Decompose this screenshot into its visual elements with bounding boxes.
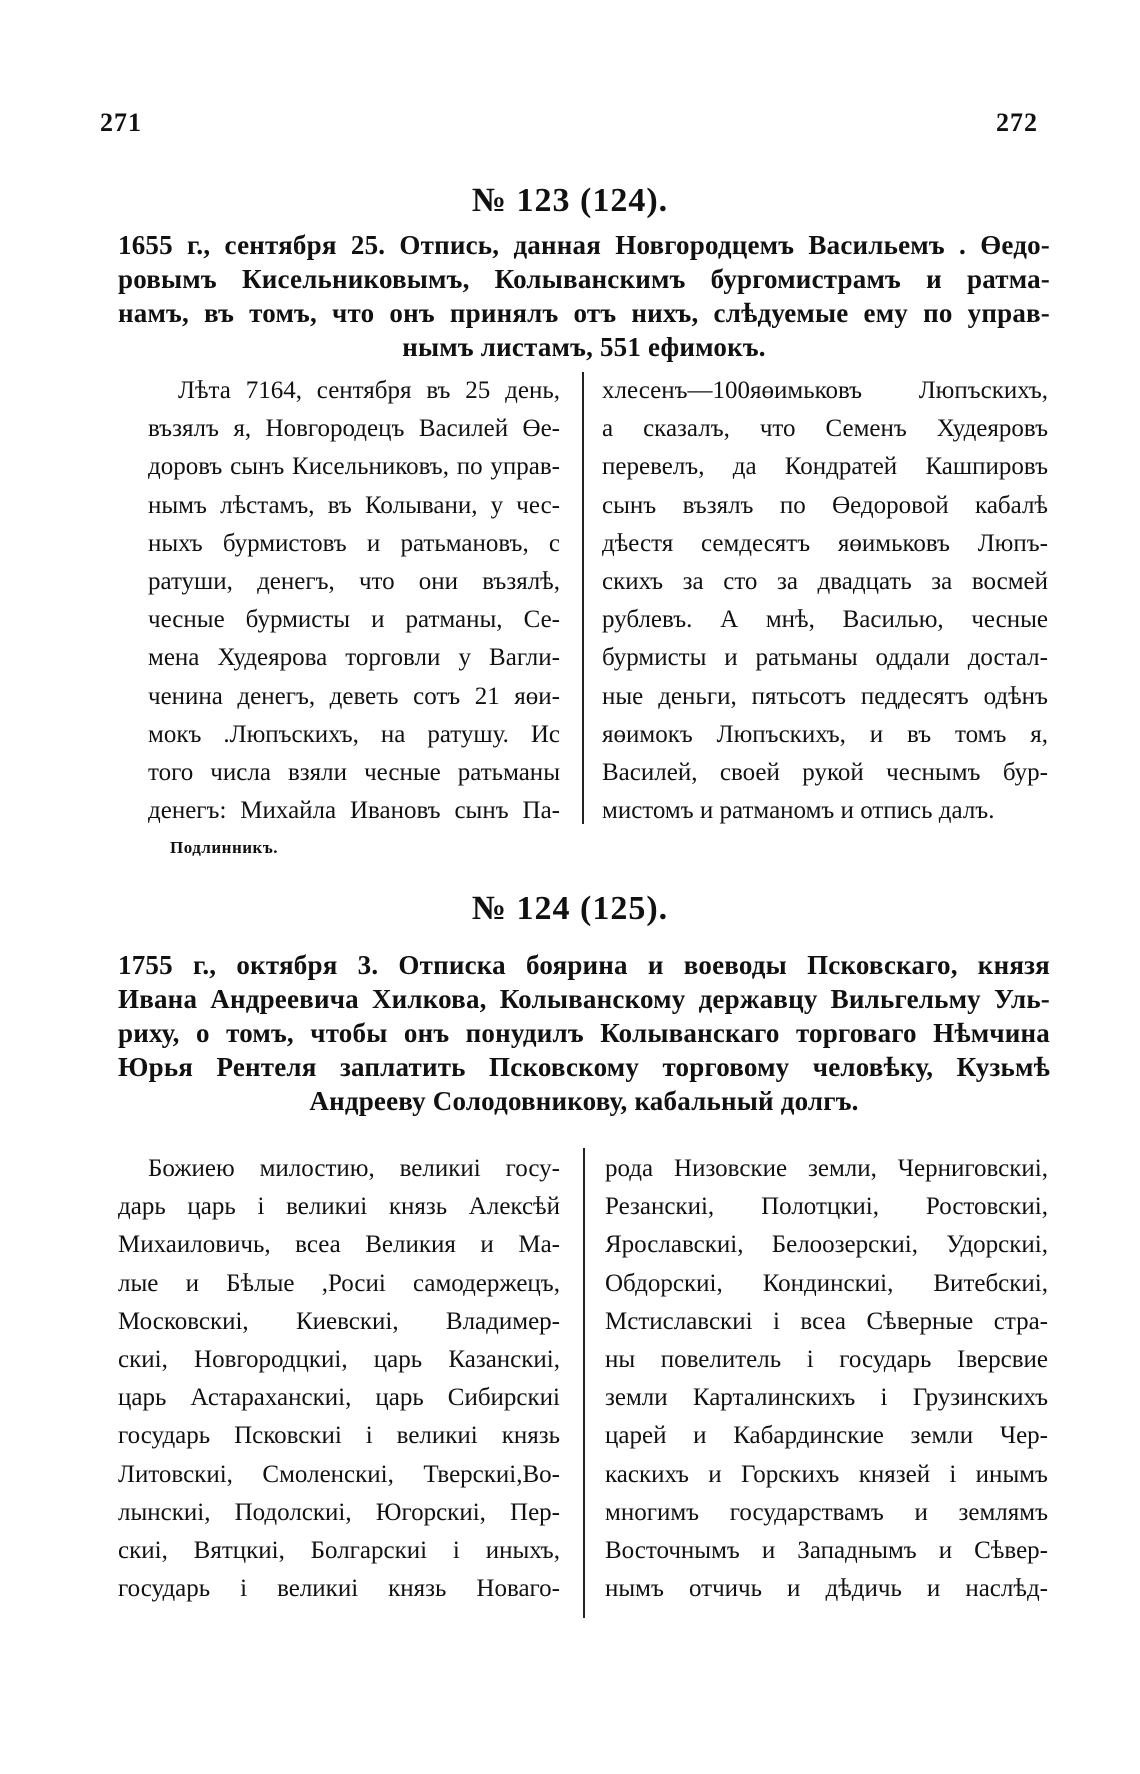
text-line: Василей, своей рукой чеснымъ бур- (602, 759, 1048, 787)
heading-line: Юрья Рентеля заплатить Псковскому торговому человѣку, Кузьмѣ (118, 1052, 1050, 1082)
heading-line: Ивана Андреевича Хилкова, Колыванскому державцу Вильгельму Уль- (118, 984, 1050, 1014)
text-line: доровъ сынъ Кисельниковъ, по управ- (148, 453, 560, 481)
text-line: а сказалъ, что Семенъ Худеяровъ (602, 415, 1048, 443)
text-line: Резанскиі, Полотцкиі, Ростовскиі, (605, 1193, 1048, 1221)
text-line: ратуши, денегъ, что они възялѣ, (148, 568, 560, 596)
text-line: ныхъ бурмистовъ и ратьмановъ, с (148, 529, 560, 557)
text-line: Мстиславскиі і всеа Сѣверные стра- (605, 1307, 1048, 1335)
text-line: скиі, Новгородцкиі, царь Казанскиі, (118, 1346, 560, 1374)
text-line: Ярославскиі, Белоозерскиі, Удорскиі, (605, 1231, 1048, 1259)
column-divider (583, 1148, 585, 1618)
text-line: възялъ я, Новгородецъ Василей Өе- (148, 415, 560, 443)
heading-line: 1655 г., сентября 25. Отпись, данная Новгородцемъ Васильемъ . Өедо- (118, 230, 1050, 260)
document-number: № 124 (125). (471, 890, 669, 927)
heading-line: 1755 г., октября 3. Отписка боярина и воеводы Псковскаго, князя (118, 950, 1050, 980)
text-line: ные деньги, пятьсотъ педдесятъ одѣнъ (602, 682, 1048, 710)
text-line: государь і великиі князь Новаго- (118, 1575, 560, 1603)
text-line: сынъ възялъ по Өедоровой кабалѣ (602, 491, 1048, 519)
text-line: Лѣта 7164, сентября въ 25 день, (178, 377, 560, 404)
text-line: земли Карталинскихъ і Грузинскихъ (605, 1384, 1048, 1412)
text-column-left (118, 1150, 560, 1608)
text-line: скихъ за сто за двадцать за восмей (602, 568, 1048, 596)
text-line: каскихъ и Горскихъ князей і инымъ (605, 1460, 1048, 1488)
text-column-left (148, 372, 560, 830)
text-line: того числа взяли чесные ратьманы (148, 759, 560, 787)
text-line: многимъ государствамъ и землямъ (605, 1498, 1048, 1526)
text-line: мена Худеярова торговли у Вагли- (148, 644, 560, 672)
document-heading (118, 948, 1050, 1118)
text-line: дарь царь і великиі князь Алексѣй (118, 1193, 560, 1221)
text-line: нымъ лѣстамъ, въ Колывани, у чес- (148, 491, 560, 519)
text-column-right (602, 372, 1048, 830)
text-line: лые и Бѣлые ,Росиі самодержецъ, (118, 1269, 560, 1297)
text-line: Михаиловичь, всеа Великия и Ма- (118, 1231, 560, 1259)
text-line: Московскиі, Киевскиі, Владимер- (118, 1307, 560, 1335)
text-line: скиі, Вятцкиі, Болгарскиі і иныхъ, (118, 1537, 560, 1565)
original-note: Подлинникъ. (170, 838, 279, 857)
text-line: ченина денегъ, деветь сотъ 21 яөи- (148, 682, 560, 710)
text-line: Божиею милостию, великиі госу- (148, 1155, 560, 1182)
text-line: Обдорскиі, Кондинскиі, Витебскиі, (605, 1269, 1048, 1297)
text-line: государь Псковскиі і великиі князь (118, 1422, 560, 1450)
text-line: нымъ отчичь и дѣдичь и наслѣд- (605, 1575, 1048, 1603)
text-line: яөимокъ Люпъскихъ, и въ томъ я, (602, 720, 1048, 748)
text-line: ны повелитель і государь Іверсвие (605, 1346, 1048, 1374)
text-line: денегъ: Михайла Ивановъ сынъ Па- (148, 797, 560, 825)
heading-line: намъ, въ томъ, что онъ принялъ отъ нихъ, слѣдуемые ему по управ- (118, 298, 1050, 328)
text-line: мистомъ и ратманомъ и отпись далъ. (602, 797, 995, 825)
text-line: дѣестя семдесятъ яөимьковъ Люпъ- (602, 529, 1048, 557)
heading-line: Андрееву Солодовникову, кабальный долгъ. (309, 1086, 859, 1116)
text-line: рода Низовские земли, Черниговскиі, (605, 1155, 1048, 1182)
text-line: лынскиі, Подолскиі, Югорскиі, Пер- (118, 1498, 560, 1526)
text-line: хлесенъ—100яөимьковъ Люпъскихъ, (602, 377, 1048, 404)
heading-line: риху, о томъ, чтобы онъ понудилъ Колыванскаго торговаго Нѣмчина (118, 1018, 1050, 1048)
page-number-left: 271 (100, 108, 142, 137)
text-column-right (605, 1150, 1048, 1608)
text-line: Литовскиі, Смоленскиі, Тверскиі,Во- (118, 1460, 560, 1488)
document-number: № 123 (124). (471, 182, 669, 219)
heading-line: нымъ листамъ, 551 ефимокъ. (402, 332, 766, 362)
document-heading (118, 228, 1050, 364)
text-line: бурмисты и ратьманы оддали достал- (602, 644, 1048, 672)
text-line: перевелъ, да Кондратей Кашпировъ (602, 453, 1048, 481)
text-line: мокъ .Люпъскихъ, на ратушу. Ис (148, 720, 560, 748)
text-line: чесные бурмисты и ратманы, Се- (148, 606, 560, 634)
text-line: Восточнымъ и Западнымъ и Сѣвер- (605, 1537, 1048, 1565)
page-number-right: 272 (996, 108, 1038, 137)
text-line: царь Астараханскиі, царь Сибирскиі (118, 1384, 560, 1412)
text-line: рублевъ. А мнѣ, Василью, чесные (602, 606, 1048, 634)
heading-line: ровымъ Кисельниковымъ, Колыванскимъ бургомистрамъ и ратма- (118, 264, 1050, 294)
column-divider (582, 372, 584, 824)
text-line: царей и Кабардинские земли Чер- (605, 1422, 1048, 1450)
